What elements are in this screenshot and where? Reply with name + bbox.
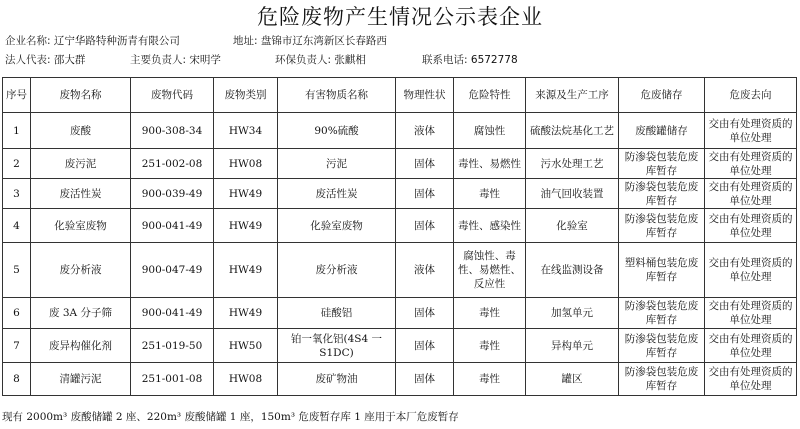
table-cell: 化验室废物 (31, 209, 131, 243)
table-row (3, 363, 797, 396)
table-cell: 废酸 (31, 113, 131, 149)
table-cell: 6 (3, 298, 31, 329)
address-value: 盘锦市辽东湾新区长春路西 (260, 35, 387, 47)
table-cell: 液体 (396, 113, 454, 149)
env-manager-value: 张麒相 (334, 54, 366, 66)
table-cell: HW34 (214, 113, 278, 149)
table-cell: 毒性 (454, 363, 526, 396)
table-cell: 900-308-34 (131, 113, 214, 149)
table-cell: 毒性 (454, 179, 526, 209)
company-name-line (5, 34, 180, 48)
table-cell: 废分析液 (278, 243, 396, 298)
principal-line (130, 53, 221, 67)
table-cell: 毒性 (454, 329, 526, 363)
table-cell: 硫酸法烷基化工艺 (526, 113, 619, 149)
table-cell: 废酸罐储存 (619, 113, 705, 149)
header-cell: 危险特性 (454, 78, 526, 113)
table-header-row (3, 78, 797, 113)
footer-note: 现有 2000m³ 废酸储罐 2 座、220m³ 废酸储罐 1 座，150m³ 危废暂存库 1 座用于本厂危废暂存 (2, 411, 459, 423)
header-cell: 废物类别 (214, 78, 278, 113)
table-cell: 防渗袋包装危废库暂存 (619, 149, 705, 179)
table-row (3, 329, 797, 363)
table-cell: 液体 (396, 243, 454, 298)
table-cell: HW49 (214, 243, 278, 298)
table-cell: 900-047-49 (131, 243, 214, 298)
table-cell: 固体 (396, 209, 454, 243)
hazardous-waste-table (2, 77, 797, 396)
table-cell: 污泥 (278, 149, 396, 179)
table-row (3, 209, 797, 243)
phone-line (422, 53, 518, 67)
legal-rep-value: 邵大群 (53, 54, 86, 66)
page-title: 危险废物产生情况公示表企业 (257, 5, 543, 29)
table-cell: 防渗袋包装危废库暂存 (619, 179, 705, 209)
header-cell: 废物名称 (31, 78, 131, 113)
table-cell: 5 (3, 243, 31, 298)
table-cell: 废异构催化剂 (31, 329, 131, 363)
header-cell: 物理性状 (396, 78, 454, 113)
header-cell: 废物代码 (131, 78, 214, 113)
table-cell: 1 (3, 113, 31, 149)
table-cell: HW49 (214, 209, 278, 243)
table-cell: 防渗袋包装危废库暂存 (619, 298, 705, 329)
header-cell: 危废去向 (705, 78, 797, 113)
table-cell: 900-041-49 (131, 298, 214, 329)
table-cell: HW49 (214, 179, 278, 209)
table-row (3, 179, 797, 209)
table-cell: 4 (3, 209, 31, 243)
table-cell: 固体 (396, 363, 454, 396)
table-cell: 90%硫酸 (278, 113, 396, 149)
table-cell: 251-002-08 (131, 149, 214, 179)
table-cell: 废活性炭 (31, 179, 131, 209)
table-cell: 900-041-49 (131, 209, 214, 243)
table-cell: 腐蚀性 (454, 113, 526, 149)
table-cell: 罐区 (526, 363, 619, 396)
table-cell: 8 (3, 363, 31, 396)
table-cell: 交由有处理资质的单位处理 (705, 113, 797, 149)
table-cell: 交由有处理资质的单位处理 (705, 363, 797, 396)
table-cell: 防渗袋包装危废库暂存 (619, 363, 705, 396)
table-cell: 交由有处理资质的单位处理 (705, 243, 797, 298)
company-name-label: 企业名称: (5, 35, 51, 47)
header-cell: 危废储存 (619, 78, 705, 113)
table-cell: 251-001-08 (131, 363, 214, 396)
table-row (3, 243, 797, 298)
table-cell: 塑料桶包装危废库暂存 (619, 243, 705, 298)
table-cell: 铂一氧化铝(4S4 一 S1DC) (278, 329, 396, 363)
table-row (3, 113, 797, 149)
table-cell: 异构单元 (526, 329, 619, 363)
table-row (3, 149, 797, 179)
table-cell: 加氢单元 (526, 298, 619, 329)
table-cell: 化验室废物 (278, 209, 396, 243)
table-cell: 3 (3, 179, 31, 209)
header-cell: 序号 (3, 78, 31, 113)
company-name-value: 辽宁华路特种沥青有限公司 (53, 35, 180, 47)
table-cell: 2 (3, 149, 31, 179)
table-cell: HW08 (214, 149, 278, 179)
table-cell: 251-019-50 (131, 329, 214, 363)
table-cell: 在线监测设备 (526, 243, 619, 298)
principal-value: 宋明学 (189, 54, 221, 66)
table-cell: 交由有处理资质的单位处理 (705, 149, 797, 179)
table-row (3, 298, 797, 329)
table-cell: 废 3A 分子筛 (31, 298, 131, 329)
env-manager-line (275, 53, 366, 67)
legal-rep-line (5, 53, 85, 67)
table-cell: 防渗袋包装危废库暂存 (619, 329, 705, 363)
table-cell: 废分析液 (31, 243, 131, 298)
table-cell: 废污泥 (31, 149, 131, 179)
table-cell: HW08 (214, 363, 278, 396)
table-cell: 固体 (396, 298, 454, 329)
table-cell: 交由有处理资质的单位处理 (705, 179, 797, 209)
table-cell: 腐蚀性、毒性、易燃性、反应性 (454, 243, 526, 298)
table-cell: 固体 (396, 149, 454, 179)
phone-value: 6572778 (470, 54, 518, 66)
env-manager-label: 环保负责人: (275, 54, 332, 66)
table-cell: 交由有处理资质的单位处理 (705, 329, 797, 363)
table-cell: 化验室 (526, 209, 619, 243)
table-body (3, 113, 797, 396)
address-line (233, 34, 387, 48)
header-cell: 来源及生产工序 (526, 78, 619, 113)
table-cell: 油气回收装置 (526, 179, 619, 209)
table-cell: HW50 (214, 329, 278, 363)
table-cell: 毒性 (454, 298, 526, 329)
table-cell: 900-039-49 (131, 179, 214, 209)
table-cell: 固体 (396, 329, 454, 363)
table-cell: 毒性、易燃性 (454, 149, 526, 179)
table-cell: 7 (3, 329, 31, 363)
table-cell: 防渗袋包装危废库暂存 (619, 209, 705, 243)
principal-label: 主要负责人: (130, 54, 187, 66)
table-cell: 固体 (396, 179, 454, 209)
table-cell: 污水处理工艺 (526, 149, 619, 179)
table-cell: 毒性、感染性 (454, 209, 526, 243)
address-label: 地址: (233, 35, 258, 47)
table-cell: 硅酸铝 (278, 298, 396, 329)
table-cell: 清罐污泥 (31, 363, 131, 396)
header-cell: 有害物质名称 (278, 78, 396, 113)
phone-label: 联系电话: (422, 54, 468, 66)
table-cell: 交由有处理资质的单位处理 (705, 209, 797, 243)
table-cell: HW49 (214, 298, 278, 329)
table-cell: 废活性炭 (278, 179, 396, 209)
legal-rep-label: 法人代表: (5, 54, 51, 66)
table-cell: 交由有处理资质的单位处理 (705, 298, 797, 329)
table-cell: 废矿物油 (278, 363, 396, 396)
